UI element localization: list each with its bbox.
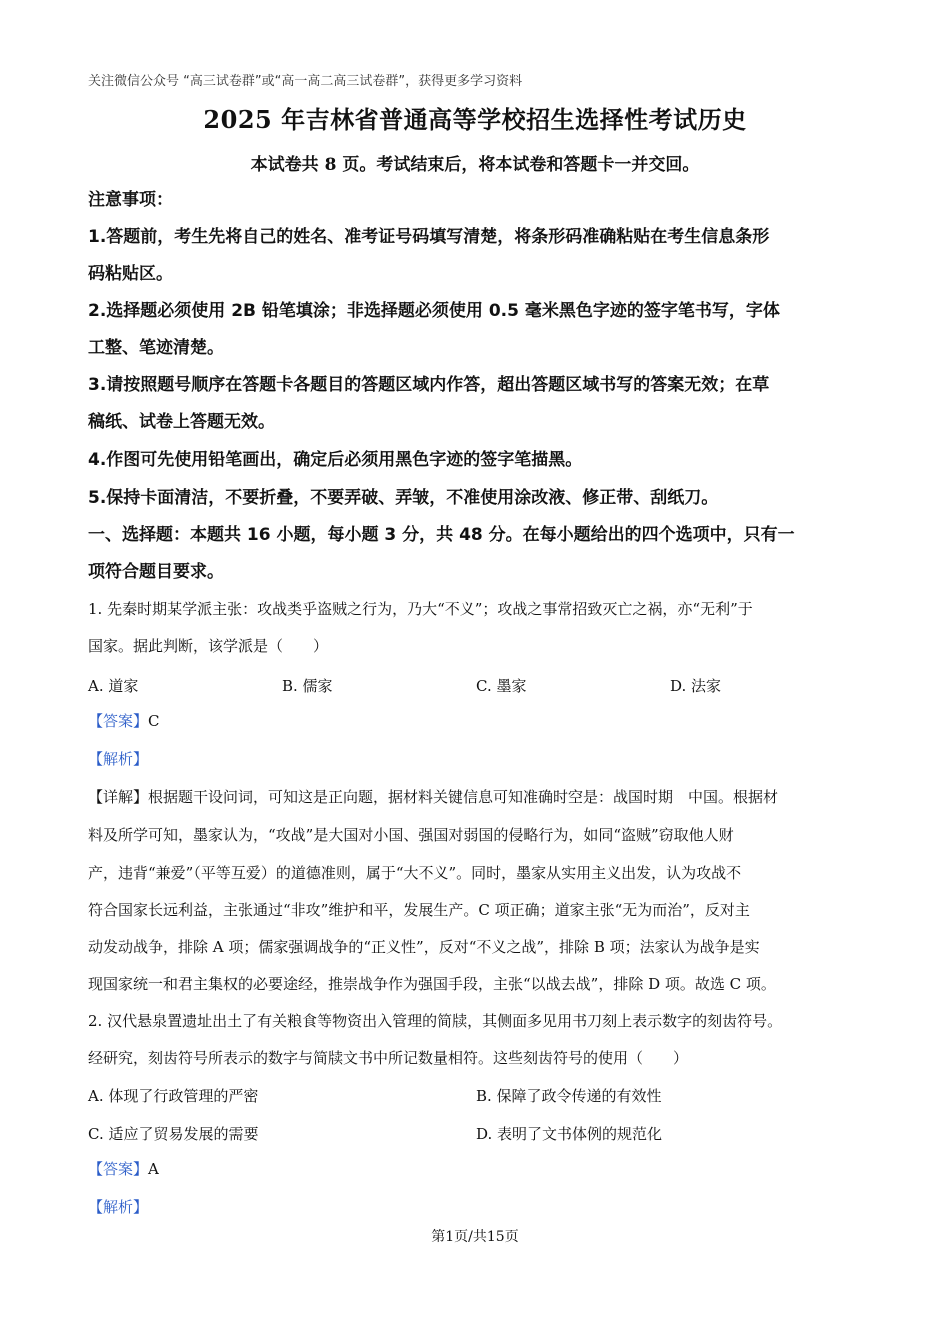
notice-line: 3.请按照题号顺序在答题卡各题目的答题区域内作答，超出答题区域书写的答案无效；在草 [88,375,770,395]
detail-line: 符合国家长远利益，主张通过“非攻”维护和平，发展生产。C 项正确；道家主张“无为而治”，反对主 [88,901,750,919]
notice-line: 5.保持卡面清洁，不要折叠，不要弄破、弄皱，不准使用涂改液、修正带、刮纸刀。 [88,488,719,508]
analysis-line [88,741,863,778]
option-a: A. 道家 [88,677,139,695]
page-footer: 第1页/共15页 [431,1229,519,1245]
notice-line: 2.选择题必须使用 2B 铅笔填涂；非选择题必须使用 0.5 毫米黑色字迹的签字笔书写，字体 [88,301,780,321]
answer-value: A [148,1160,159,1178]
question-1-stem: 1. 先秦时期某学派主张：攻战类乎盗贼之行为，乃大“不义”；攻战之事常招致灭亡之祸，亦“无利”于 [88,600,753,618]
section-heading: 项符合题目要求。 [88,562,224,582]
detail-text: 根据题干设问词，可知这是正向题，据材料关键信息可知准确时空是：战国时期 中国。根据材 [148,788,779,806]
notice-line: 码粘贴区。 [88,264,173,284]
question-1-options [88,675,863,705]
answer-tag: 【答案】 [88,712,149,730]
question-1-stem: 国家。据此判断，该学派是（ ） [88,637,329,655]
answer-value: C [148,712,160,730]
question-2-stem: 经研究，刻齿符号所表示的数字与简牍文书中所记数量相符。这些刻齿符号的使用（ ） [88,1049,689,1067]
question-2-options-row1 [88,1085,863,1115]
notice-line: 工整、笔迹清楚。 [88,338,224,358]
answer-line [88,703,863,740]
option-d: D. 表明了文书体例的规范化 [476,1125,663,1143]
exam-subtitle: 本试卷共 8 页。考试结束后，将本试卷和答题卡一并交回。 [250,155,700,175]
notice-line: 1.答题前，考生先将自己的姓名、准考证号码填写清楚，将条形码准确粘贴在考生信息条形 [88,227,770,247]
notice-line: 4.作图可先使用铅笔画出，确定后必须用黑色字迹的签字笔描黑。 [88,450,583,470]
option-a: A. 体现了行政管理的严密 [88,1087,259,1105]
analysis-line [88,1189,863,1226]
option-c: C. 适应了贸易发展的需要 [88,1125,259,1143]
analysis-tag: 【解析】 [88,750,149,768]
question-2-options-row2 [88,1123,863,1153]
header-note: 关注微信公众号 “高三试卷群”或“高一高二高三试卷群”，获得更多学习资料 [88,74,523,89]
detail-tag: 【详解】 [88,788,149,806]
exam-title: 2025 年吉林省普通高等学校招生选择性考试历史 [203,105,747,134]
option-b: B. 儒家 [282,677,333,695]
notice-heading: 注意事项： [88,190,173,210]
option-d: D. 法家 [670,677,722,695]
option-c: C. 墨家 [476,677,527,695]
analysis-tag: 【解析】 [88,1198,149,1216]
section-heading: 一、选择题：本题共 16 小题，每小题 3 分，共 48 分。在每小题给出的四个选项中，只有一 [88,525,795,545]
answer-tag: 【答案】 [88,1160,149,1178]
detail-line: 现国家统一和君主集权的必要途经，推崇战争作为强国手段，主张“以战去战”，排除 D 项。故选 C 项。 [88,975,776,993]
option-b: B. 保障了政令传递的有效性 [476,1087,662,1105]
detail-line [88,779,863,816]
answer-line [88,1151,863,1188]
detail-line: 料及所学可知，墨家认为，“攻战”是大国对小国、强国对弱国的侵略行为，如同“盗贼”窃取他人财 [88,826,734,844]
detail-line: 动发动战争，排除 A 项；儒家强调战争的“正义性”，反对“不义之战”，排除 B 项；法家认为战争是实 [88,938,760,956]
notice-line: 稿纸、试卷上答题无效。 [88,412,275,432]
question-2-stem: 2. 汉代悬泉置遗址出土了有关粮食等物资出入管理的简牍，其侧面多见用书刀刻上表示数字的刻齿符号。 [88,1012,783,1030]
detail-line: 产，违背“兼爱”（平等互爱）的道德准则，属于“大不义”。同时，墨家从实用主义出发，认为攻战不 [88,864,742,882]
